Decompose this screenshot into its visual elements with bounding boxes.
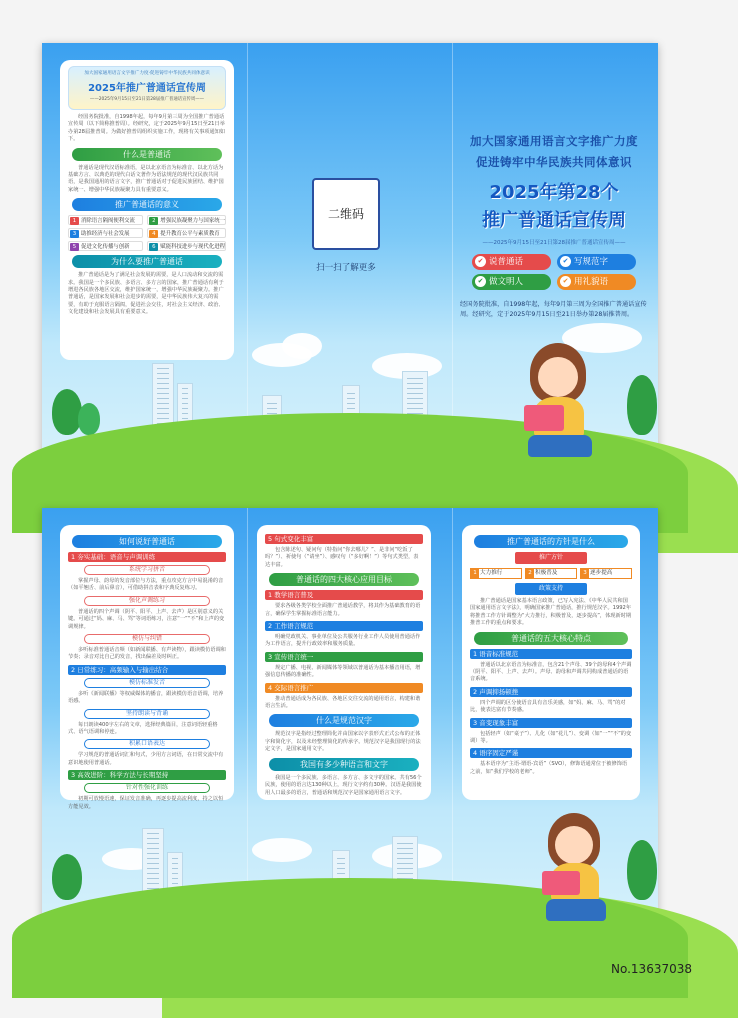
book (524, 405, 564, 431)
meaning-text: 助推经济与社会发展 (81, 231, 130, 238)
mini-banner (68, 66, 226, 110)
slogan-tag (557, 274, 636, 290)
fold-line (452, 43, 453, 473)
face (555, 826, 593, 864)
goal-text: 要求各级各类学校全面推广普通话教学，将其作为基础教育的语言，确保学生掌握标准语言能力。 (265, 603, 421, 617)
step-bar: 3 高效进阶：科学方法与长期坚持 (68, 770, 226, 780)
slogan-tag (472, 254, 551, 270)
policy-effect: 政策支持 (515, 583, 587, 595)
feature-bar: 1 语音标准规范 (470, 649, 632, 659)
policy-num: 3 (581, 569, 589, 578)
meaning-num: 1 (70, 217, 79, 225)
step-text: 掌握声母、韵母的发音部位与方法，重点攻克方言中易混淆的音（如平翘舌、前后鼻音），可借助拼音表和字典反复练习。 (68, 578, 224, 592)
meaning-item (68, 228, 143, 238)
meaning-text: 增强民族凝聚力与国家统一 (160, 218, 225, 225)
fold-line (247, 508, 248, 938)
panel-goals (257, 525, 431, 800)
banner-date: ——2025年9月15日至21日第28届推广普通话宣传周—— (89, 97, 205, 102)
meaning-item (147, 215, 226, 225)
step-text: 初期可放慢语速，保证发音准确，再逐步提高流利度，持之以恒方能见效。 (68, 796, 224, 810)
intro-text: 经国务院批准，自1998年起，每年9月第三周为全国推广普通话宣传周（以下简称推普周）。经研究，定于2025年9月15日至21日举办第28届推普周。为做好推普周组织实施工作，现将有关事项通知如下。 (68, 114, 226, 143)
policy-label: 推广方针 (515, 552, 587, 564)
slogan-tag (557, 254, 636, 270)
step-text: 普通话的四个声调（阴平、阳平、上声、去声）是区别意义的关键。可通过“妈、麻、马、骂”等词语练习，注意“一”“不”和上声的变调规律。 (68, 608, 225, 630)
brochure-inside (42, 508, 658, 938)
banner-title: 2025年推广普通话宣传周 (88, 83, 206, 94)
languages-text: 我国是一个多民族、多语言、多方言、多文字的国家。共有56个民族，使用的语言达130种以上，现行文字约有30种。汉语是我国使用人口最多的语言，普通话和规范汉字是国家通用语言文字。 (265, 774, 422, 796)
panel-how-to-speak (60, 525, 234, 810)
qr-caption: 扫一扫了解更多 (316, 263, 376, 273)
tree (627, 840, 657, 900)
goal-bar: 4 交际语言推广 (265, 683, 423, 693)
step-text: 多听标准普通话音频（如新闻联播、有声读物），跟读模仿语调和节奏；录音对比自己的发音，找出偏差及时纠正。 (68, 647, 226, 661)
meaning-item (68, 215, 143, 225)
meaning-num: 2 (149, 217, 158, 225)
why-text: 推广普通话是为了满足社会发展的需要，是人口流动和交流的需求。我国是一个多民族、多语言、多方言的国家，推广普通话有利于增进各民族各地区交流，维护国家统一，增强中华民族凝聚力。推广普通话，是国家发展和社会进步的需要，是中华民族伟大复兴的需要，有助于克服语言隔阂，促进社会交往，对社会主义经济、政治、文化建设和社会发展具有重要意义。 (68, 272, 224, 316)
step-pill: 模仿与纠错 (84, 634, 210, 644)
skirt (528, 435, 592, 457)
slogan-tag (472, 274, 551, 290)
goal-bar: 3 宣传语言统一 (265, 652, 423, 662)
policy-num: 2 (526, 569, 534, 578)
tree (78, 403, 100, 435)
feature-bar: 2 声调抑扬顿挫 (470, 687, 632, 697)
slogan-tags (472, 254, 636, 290)
cover-title-1: 2025年第28个 (489, 182, 619, 203)
girl-reading-illustration (512, 343, 612, 463)
cloud (282, 333, 322, 359)
goal-text: 规定广播、电视、新闻媒体等领域以普通话为基本播音用语，增强信息传播的准确性。 (265, 664, 421, 679)
banner-header: 加大国家通用语言文字推广力度·促进铸牢中华民族共同体意识 (84, 71, 210, 76)
hanzi-text: 规范汉字是指经过整理简化并由国家以字表形式正式公布的正体字和简化字，以及未经整理简化的传承字。规范汉字是我国现行的法定文字，是国家通用文字。 (265, 731, 421, 753)
section-title-how: 如何说好普通话 (72, 535, 222, 548)
section-title-goals: 普通话的四大核心应用目标 (269, 573, 419, 586)
feature-bar: 3 音变现象丰富 (470, 718, 632, 728)
what-text: 普通话是现代汉语标准语，是以北京语音为标准音、以北方话为基础方言、以典范的现代白话文著作为语法规范的现代汉民族共同语，是我国通用的语言文字，推广普通话对于促进民族团结、维护国家统一、增强中华民族凝聚力具有重要意义。 (68, 164, 224, 193)
meaning-text: 消除语言隔阂便利交流 (81, 218, 135, 225)
meaning-num: 4 (149, 230, 158, 238)
girl-reading-illustration (532, 813, 622, 928)
slogan-text: 说普通话 (489, 257, 524, 267)
step-pill: 系统学习拼音 (84, 565, 210, 575)
panel-policy (462, 525, 640, 800)
goal-text: 推动普通话成为各民族、各地区交往交流的通用语言，构建和谐语言生活。 (265, 695, 421, 710)
step-pill: 针对性强化训练 (84, 783, 210, 793)
panel-intro (60, 60, 234, 360)
check-icon: ✔ (475, 256, 486, 267)
policy-num: 1 (471, 569, 479, 578)
cover-intro: 经国务院批准，自1998年起，每年9月第三周为全国推广普通话宣传周。经研究，定于2025年9月15日至21日举办第28届推普周。 (460, 301, 647, 318)
meaning-num: 3 (70, 230, 79, 238)
section-title-languages: 我国有多少种语言和文字 (269, 758, 419, 771)
step-text: 每日朗读400字左右的文章，选择经典篇目，注意词语轻重格式、语气语调和停连。 (68, 721, 218, 736)
section-title-hanzi: 什么是规范汉字 (269, 714, 419, 727)
step-text: 多听《新闻联播》等权威媒体的播音，跟读模仿语音语调，培养语感。 (68, 690, 224, 705)
section-title-meaning: 推广普通话的意义 (72, 198, 222, 211)
feature-text: 包括轻声（如“桌子”）、儿化（如“花儿”）、变调（如“一”“不”的变调）等。 (470, 730, 632, 745)
section-title-what: 什么是普通话 (72, 148, 222, 161)
policy-item (470, 568, 522, 579)
policy-item (580, 568, 632, 579)
cloud (252, 838, 312, 862)
feature-text: 普通话以北京语音为标准音，包含21个声母、39个韵母和4个声调（阴平、阳平、上声、去声）。声母、韵母和声调共同构成普通话的语音系统。 (470, 661, 632, 683)
tree (52, 854, 82, 900)
policy-text: 逐步提高 (590, 570, 613, 576)
policy-text: 积极普及 (535, 570, 558, 576)
meaning-item (147, 241, 226, 251)
image-id-label: No.13637038 (611, 962, 692, 976)
step-bar: 1 夯实基础：语音与声调训练 (68, 552, 226, 562)
cover-line-1: 加大国家通用语言文字推广力度 (470, 134, 638, 148)
check-icon: ✔ (560, 256, 571, 267)
step-pill: 模仿标准发音 (84, 678, 210, 688)
policy-item (525, 568, 577, 579)
skirt (546, 899, 606, 921)
step-text: 学习规范的普通话词汇和句式，少用方言词语，在日常交流中有意识地使用普通话。 (68, 752, 224, 766)
slogan-text: 写规范字 (574, 257, 609, 267)
feature-bar: 5 句式变化丰富 (265, 534, 423, 544)
fold-line (452, 508, 453, 938)
feature-text: 四个声调的区分使语音具有音乐美感，如“妈、麻、马、骂”的对比，使表达富有节奏感。 (470, 699, 626, 714)
fold-line (247, 43, 248, 473)
check-icon: ✔ (560, 276, 571, 287)
cover-line-2: 促进铸牢中华民族共同体意识 (476, 155, 632, 169)
meaning-text: 提升教育公平与素质教育 (160, 231, 220, 238)
meaning-grid (68, 215, 226, 251)
section-title-features: 普通话的五大核心特点 (474, 632, 628, 645)
slogan-text: 做文明人 (489, 277, 524, 287)
meaning-item (68, 241, 143, 251)
policy-items (470, 568, 632, 579)
section-title-why: 为什么要推广普通话 (72, 255, 222, 268)
qr-code[interactable]: 二维码 (312, 178, 380, 250)
meaning-text: 赋能科技进步与现代化进程 (160, 244, 225, 251)
cover-date: ——2025年9月15日至21日第28届推广普通话宣传周—— (482, 240, 626, 246)
step-pill: 积累口语表达 (84, 739, 210, 749)
policy-text: 大力推行 (480, 570, 503, 576)
goal-bar: 1 教学语言普及 (265, 590, 423, 600)
meaning-text: 促进文化传播与创新 (81, 244, 130, 251)
cover-panel (454, 133, 654, 320)
feature-text: 包含陈述句、疑问句（特指问“你去哪儿？”、是非问“吃饭了吗？”）、祈使句（“请坐”）、感叹句（“多好啊！”）等句式类型，表达丰富。 (265, 547, 419, 568)
goal-bar: 2 工作语言规范 (265, 621, 423, 631)
meaning-item (147, 228, 226, 238)
feature-bar: 4 语序固定严谨 (470, 748, 632, 758)
meaning-num: 5 (70, 243, 79, 251)
step-bar: 2 日常练习：高频输入与输出结合 (68, 665, 226, 675)
cover-title-2: 推广普通话宣传周 (482, 210, 626, 231)
step-pill: 坚持朗读与背诵 (84, 709, 210, 719)
feature-text: 基本语序为“主语-谓语-宾语”（SVO），修饰语通常位于被修饰语之前，如“我们学校的老师”。 (470, 761, 628, 775)
section-title-policy: 推广普通话的方针是什么 (474, 535, 628, 548)
tree (627, 375, 657, 435)
brochure-outside (42, 43, 658, 473)
policy-text-block: 推广普通话是国家基本语言政策，已写入宪法、《中华人民共和国国家通用语言文字法》，明确国家推广普通话，推行规范汉字。1992年将推普工作方针调整为“大力推行，积极普及，逐步提高”，体现新时期推普工作的重点和要求。 (470, 598, 632, 627)
face (538, 357, 578, 397)
meaning-num: 6 (149, 243, 158, 251)
step-pill: 强化声调练习 (84, 596, 210, 606)
book (542, 871, 580, 895)
tree (52, 389, 82, 435)
check-icon: ✔ (475, 276, 486, 287)
slogan-text: 用礼貌语 (574, 277, 609, 287)
goal-text: 明确党政机关、事业单位及公共服务行业工作人员使用普通话作为工作语言，提升行政效率和服务质量。 (265, 634, 421, 648)
